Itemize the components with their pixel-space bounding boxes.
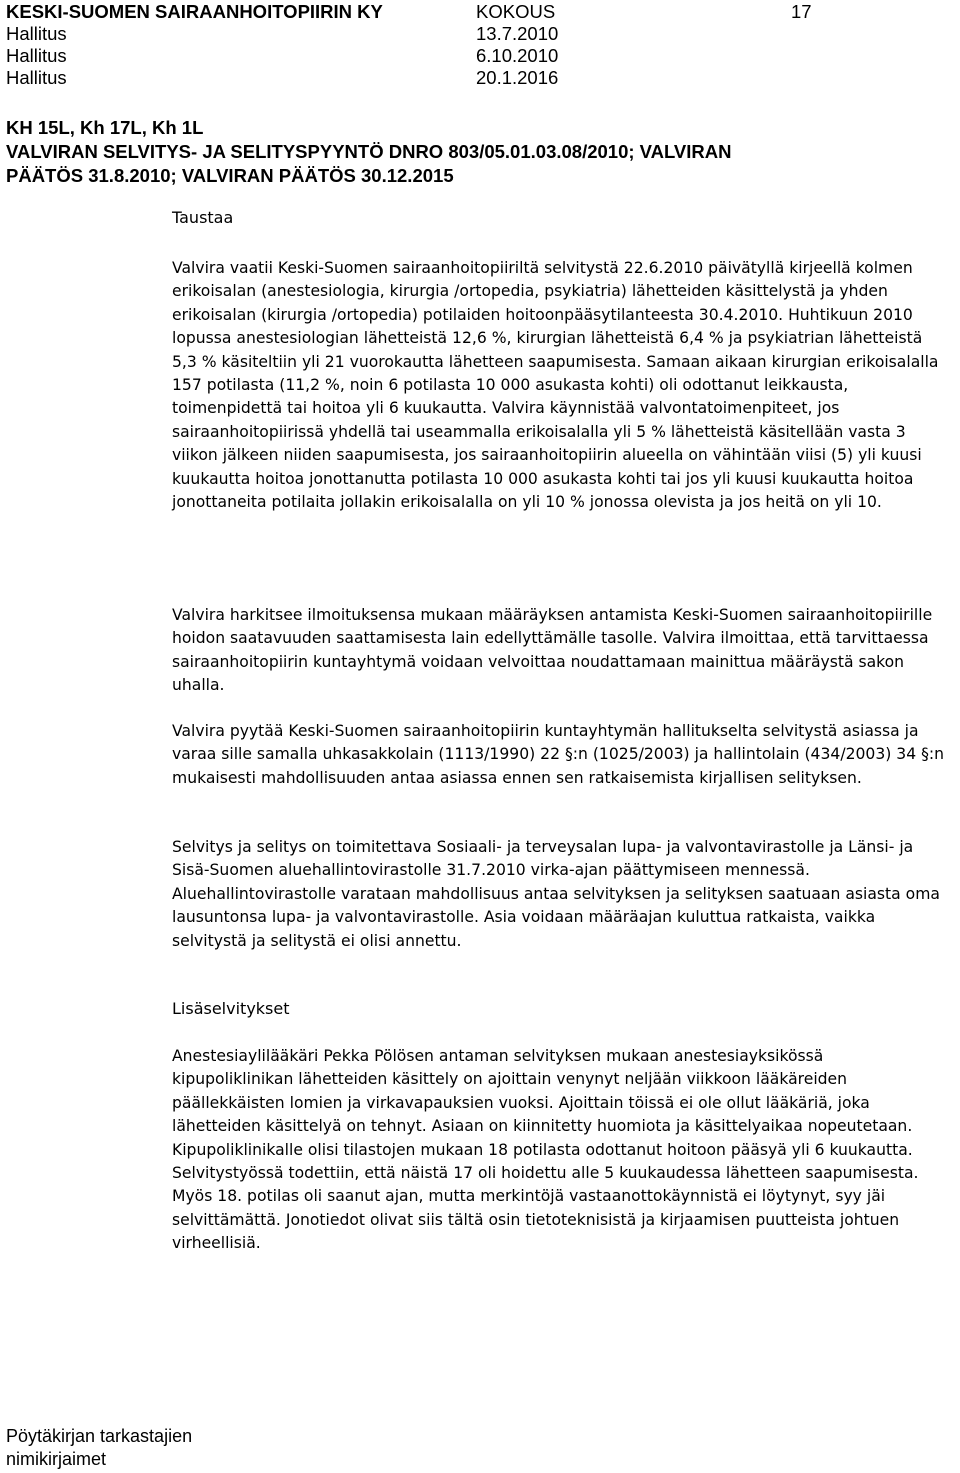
meeting-date: 20.1.2016 xyxy=(476,67,559,88)
meeting-body: Hallitus xyxy=(6,67,67,88)
matter-title xyxy=(6,116,946,188)
footer-line: Pöytäkirjan tarkastajien xyxy=(6,1426,193,1446)
matter-title-line: VALVIRAN SELVITYS- JA SELITYSPYYNTÖ DNRO 803/05.01.03.08/2010; VALVIRAN xyxy=(6,141,732,162)
matter-title-line: KH 15L, Kh 17L, Kh 1L xyxy=(6,117,204,138)
matter-title-line: PÄÄTÖS 31.8.2010; VALVIRAN PÄÄTÖS 30.12.2015 xyxy=(6,165,454,186)
section-heading-taustaa: Taustaa xyxy=(172,208,234,227)
taustaa-section xyxy=(172,604,947,698)
taustaa-section xyxy=(172,836,947,953)
section-heading-lisaselvitykset: Lisäselvitykset xyxy=(172,999,290,1018)
page-number: 17 xyxy=(791,1,812,22)
meeting-date: 13.7.2010 xyxy=(476,23,559,44)
meeting-date: 6.10.2010 xyxy=(476,45,559,66)
footer-initials-box xyxy=(6,1425,192,1471)
body-paragraph: Anestesiaylilääkäri Pekka Pölösen antaman selvityksen mukaan anestesiayksikössä kipupoliklinikan lähetteiden käsittely on ajoittain venynyt neljään viikkoon lääkäreiden päällekkäisten lomien ja virkavapauksien vuoksi. Ajoittain töissä ei ole ollut lääkäriä, joka lähetteiden käsittelyä on tehnyt. Asiaan on kiinnitetty huomiota ja käsittelyaikaa nopeutetaan. Kipupoliklinikalle olisi tilastojen mukaan 18 potilasta odottanut hoitoon pääsyä yli 6 kuukautta. Selvitystyössä todettiin, että näistä 17 oli hoidettu alle 5 kuukaudessa lähetteen saapumisesta. Myös 18. potilas oli saanut ajan, mutta merkintöjä vastaanottokäynnistä ei löytynyt, syy jäi selvittämättä. Jonotiedot olivat siis tältä osin tietoteknisistä ja kirjaamisen puutteista johtuen virheellisiä. xyxy=(172,1047,919,1253)
body-paragraph: Valvira vaatii Keski-Suomen sairaanhoitopiiriltä selvitystä 22.6.2010 päivätyllä kirjeellä kolmen erikoisalan (anestesiologia, kirurgia /ortopedia, psykiatria) lähetteiden käsittelystä ja yhden erikoisalan (kirurgia /ortopedia) potilaiden hoitoonpääsytilanteesta 30.4.2010. Huhtikuun 2010 lopussa anestesiologian lähetteistä 12,6 %, kirurgian lähetteistä 6,4 % ja psykiatrian lähetteistä 5,3 % käsiteltiin yli 21 vuorokautta lähetteen saapumisesta. Samaan aikaan kirurgian erikoisalalla 157 potilasta (11,2 %, noin 6 potilasta 10 000 asukasta kohti) oli odottanut leikkausta, toimenpidettä tai hoitoa yli 6 kuukautta. Valvira käynnistää valvontatoimenpiteet, jos sairaanhoitopiirissä yhdellä tai useammalla erikoisalalla yli 5 % lähetteistä käsitellään vasta 3 viikon jälkeen niiden saapumisesta, jos sairaanhoitopiirin alueella on vähintään viisi (5) yli kuusi kuukautta hoitoa jonottanutta potilasta 10 000 asukasta kohti tai jos yli kuusi kuukautta hoitoa jonottaneita potilaita jollakin erikoisalalla on yli 10 % jonossa olevista ja jos heitä on yli 10. xyxy=(172,259,939,512)
body-paragraph: Valvira pyytää Keski-Suomen sairaanhoitopiirin kuntayhtymän hallitukselta selvitystä asiassa ja varaa sille samalla uhkasakkolain (1113/1990) 22 §:n (1025/2003) ja hallintolain (434/2003) 34 §:n mukaisesti mahdollisuuden antaa asiassa ennen sen ratkaisemista kirjallisen selityksen. xyxy=(172,722,945,787)
meeting-body: Hallitus xyxy=(6,45,67,66)
organization-name: KESKI-SUOMEN SAIRAANHOITOPIIRIN KY xyxy=(6,1,383,22)
body-paragraph: Valvira harkitsee ilmoituksensa mukaan määräyksen antamista Keski-Suomen sairaanhoitopiirille hoidon saatavuuden saattamisesta lain edellyttämälle tasolle. Valvira ilmoittaa, että tarvittaessa sairaanhoitopiirin kuntayhtymä voidaan velvoittaa noudattamaan mainittua määräystä sakon uhalla. xyxy=(172,606,933,695)
body-paragraph: Selvitys ja selitys on toimitettava Sosiaali- ja terveysalan lupa- ja valvontavirastolle ja Länsi- ja Sisä-Suomen aluehallintovirastolle 31.7.2010 virka-ajan päättymiseen mennessä. Aluehallintovirastolle varataan mahdollisuus antaa selvityksen ja selityksen saatuaan asiasta oma lausuntonsa lupa- ja valvontavirastolle. Asia voidaan määräajan kuluttua ratkaista, vaikka selvitystä ja selitystä ei olisi annettu. xyxy=(172,838,940,950)
meeting-body: Hallitus xyxy=(6,23,67,44)
taustaa-section xyxy=(172,257,947,514)
footer-line: nimikirjaimet xyxy=(6,1449,107,1469)
taustaa-section xyxy=(172,720,947,790)
document-type: KOKOUS xyxy=(476,1,556,22)
lisaselvitykset-section xyxy=(172,1045,947,1256)
